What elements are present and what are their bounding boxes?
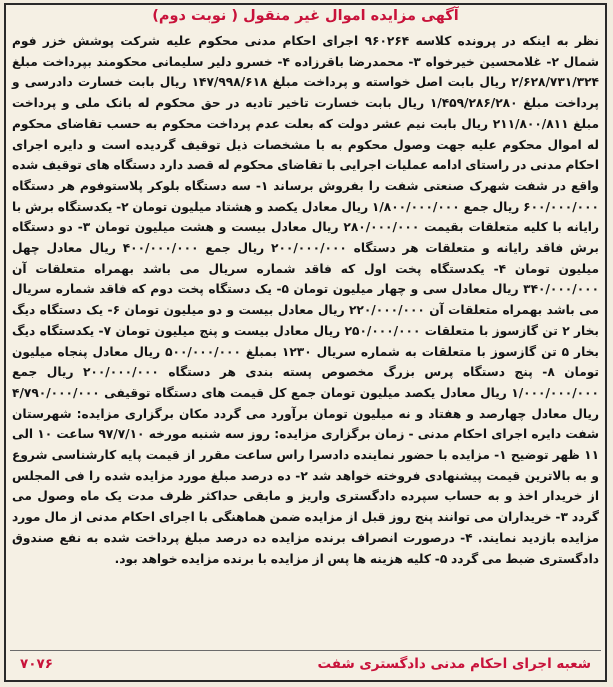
auction-notice: [4, 3, 607, 682]
notice-code: ۷۰۷۶: [20, 656, 53, 672]
notice-title: آگهی مزایده اموال غیر منقول ( نوبت دوم): [152, 8, 459, 24]
court-name: شعبه اجرای احکام مدنی دادگستری شفت: [317, 656, 591, 672]
notice-body: نظر به اینکه در پرونده کلاسه ۹۶۰۲۶۴ اجرای احکام مدنی محکوم علیه شرکت پوشش خزر فوم شمال ۲- غلامحسین خیرخواه ۳- محمدرضا باقرزاده ۴- خسرو دلیر سلیمانی محکومند بپرداخت مبلغ ۲/۶۲۸/۷۳۱/۳۲۴ ریال بابت اصل خواسته و پرداخت مبلغ ۱۴۷/۹۹۸/۶۱۸ ریال بابت خسارت دادرسی و پرداخت مبلغ ۱/۴۵۹/۲۸۶/۲۸۰ ریال بابت خسارت تاخیر تادیه در حق محکوم له بانک ملی و پرداخت مبلغ ۲۱۱/۸۰۰/۸۱۱ ریال بابت نیم عشر دولت که بعلت عدم پرداخت محکوم به حسب تقاضای محکوم له اموال محکوم علیه جهت وصول محکوم به با مشخصات ذیل توقیف گردیده است و دایره اجرای احکام مدنی در راستای ادامه عملیات اجرایی با تقاضای محکوم له قصد دارد دستگاه های توقیف شده واقع در شفت شهرک صنعتی شفت را بفروش برساند ۱- سه دستگاه بلوکر پلاستوفوم هر دستگاه ۶۰۰/۰۰۰/۰۰۰ ریال جمع ۱/۸۰۰/۰۰۰/۰۰۰ ریال معادل یکصد و هشتاد میلیون تومان ۲- یکدستگاه برش با رایانه با کلیه متعلقات بقیمت ۲۸۰/۰۰۰/۰۰۰ ریال معادل بیست و هشت میلیون تومان ۳- دو دستگاه برش فاقد رایانه و متعلقات هر دستگاه ۲۰۰/۰۰۰/۰۰۰ ریال جمع ۴۰۰/۰۰۰/۰۰۰ ریال معادل چهل میلیون تومان ۴- یکدستگاه پخت اول که فاقد شماره سریال می باشد بهمراه متعلقات آن ۳۴۰/۰۰۰/۰۰۰ ریال معادل سی و چهار میلیون تومان ۵- یک دستگاه پخت دوم که فاقد شماره سریال می باشد بهمراه متعلقات آن ۲۲۰/۰۰۰/۰۰۰ ریال معادل بیست و دو میلیون تومان ۶- یک دستگاه دیگ بخار ۲ تن گازسوز با متعلقات ۲۵۰/۰۰۰/۰۰۰ ریال معادل بیست و پنج میلیون تومان ۷- یکدستگاه دیگ بخار ۵ تن گازسوز با متعلقات به شماره سریال ۱۲۳۰ بمبلغ ۵۰۰/۰۰۰/۰۰۰ ریال معادل پنجاه میلیون تومان ۸- پنج دستگاه پرس بزرگ مخصوص پسته بندی هر دستگاه ۲۰۰/۰۰۰/۰۰۰ ریال جمع ۱/۰۰۰/۰۰۰/۰۰۰ ریال معادل یکصد میلیون تومان جمع کل قیمت های دستگاه توقیفی ۴/۷۹۰/۰۰۰/۰۰۰ ریال معادل چهارصد و هفتاد و نه میلیون تومان برآورد می گردد مکان برگزاری مزایده: شهرستان شفت دایره اجرای احکام مدنی - زمان برگزاری مزایده: روز سه شنبه مورخه ۹۷/۷/۱۰ ساعت ۱۰ الی ۱۱ ظهر توضیح ۱- مزایده با حضور نماینده دادسرا راس ساعت مقرر از قیمت پایه کارشناسی شروع و به بالاترین قیمت پیشنهادی فروخته خواهد شد ۲- ده درصد مبلغ مورد مزایده شده را فی المجلس از خریدار اخذ و به حساب سپرده دادگستری واریز و مابقی حداکثر ظرف مدت یک ماه وصول می گردد ۳- خریداران می توانند پنج روز قبل از مزایده ضمن هماهنگی با اجرای احکام مدنی از مال مورد مزایده بازدید نمایند. ۴- درصورت انصراف برنده مزایده ده درصد مبلغ پرداخت شده به نفع صندوق دادگستری ضبط می گردد ۵- کلیه هزینه ها پس از مزایده با برنده مزایده خواهد بود.: [12, 34, 600, 566]
footer-divider: [10, 650, 601, 651]
